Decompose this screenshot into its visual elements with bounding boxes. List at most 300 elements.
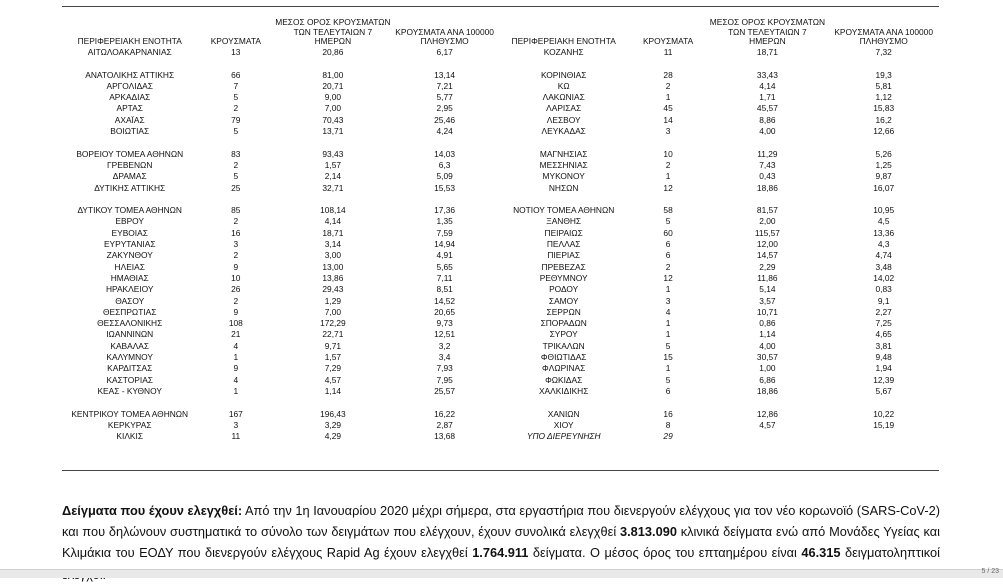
- left-per100k-cell: [392, 397, 498, 408]
- left-region-cell: ΗΛΕΙΑΣ: [114, 261, 145, 272]
- right-per100k-cell: 1,12: [875, 92, 892, 103]
- samples-lead: Δείγματα που έχουν ελεγχθεί:: [62, 502, 243, 518]
- header-avg7-line2: ΤΩΝ ΤΕΛΕΥΤΑΙΩΝ 7: [728, 26, 807, 37]
- right-avg7-cell: 4,57: [759, 419, 776, 430]
- left-region-cell: ΔΥΤΙΚΟΥ ΤΟΜΕΑ ΑΘΗΝΩΝ: [77, 205, 182, 216]
- left-cases-cell: 5: [233, 171, 239, 182]
- right-avg7-cell: 4,00: [759, 126, 776, 137]
- left-cases-cell: 25: [231, 182, 241, 193]
- left-region-cell: ΖΑΚΥΝΘΟΥ: [106, 250, 153, 261]
- table-body: [62, 47, 939, 442]
- left-cases-cell: 167: [228, 408, 243, 419]
- right-per100k-cell: 9,87: [875, 171, 892, 182]
- table-row: [62, 58, 939, 69]
- table-row: [62, 160, 939, 171]
- header-per100k-line1: ΚΡΟΥΣΜΑΤΑ ΑΝΑ 100000: [395, 26, 494, 37]
- right-cases-cell: 45: [663, 103, 673, 114]
- table-row: [62, 115, 939, 126]
- right-cases-cell: 15: [663, 352, 673, 363]
- left-per100k-cell: 7,11: [436, 272, 453, 283]
- left-cases-cell: 83: [231, 148, 241, 159]
- right-region-cell: ΛΕΣΒΟΥ: [546, 114, 581, 125]
- right-region-cell: ΚΟΖΑΝΗΣ: [543, 47, 584, 57]
- right-per100k-cell: [828, 194, 939, 205]
- left-cases-cell: 7: [233, 80, 239, 91]
- left-avg7-cell: 4,57: [324, 374, 342, 385]
- right-cases-cell: 1: [665, 363, 671, 374]
- left-cases-cell: 79: [231, 114, 241, 125]
- left-cases-cell: 3: [233, 239, 239, 250]
- table-row: [62, 409, 939, 420]
- right-cases-cell: 3: [665, 295, 671, 306]
- left-cases-cell: [197, 58, 274, 69]
- left-cases-cell: 66: [231, 69, 241, 80]
- left-avg7-cell: 13,71: [322, 126, 344, 137]
- right-cases-cell: 5: [665, 216, 671, 227]
- left-avg7-cell: 20,71: [322, 80, 344, 91]
- table-row: [62, 318, 939, 329]
- right-avg7-cell: 14,57: [756, 250, 778, 261]
- right-avg7-cell: 3,57: [759, 295, 776, 306]
- left-cases-cell: [197, 137, 274, 148]
- left-cases-cell: 9: [233, 306, 239, 317]
- table-row: [62, 239, 939, 250]
- left-per100k-cell: 12,51: [434, 329, 456, 340]
- right-per100k-cell: 19,3: [875, 69, 892, 80]
- table-row: [62, 228, 939, 239]
- right-cases-cell: 5: [665, 374, 671, 385]
- header-per100k-line2: ΠΛΗΘΥΣΜΟ: [859, 36, 908, 47]
- left-per100k-cell: 9,73: [436, 318, 453, 329]
- left-avg7-cell: 1,57: [324, 159, 342, 170]
- right-region-cell: ΧΑΛΚΙΔΙΚΗΣ: [538, 385, 589, 396]
- left-per100k-cell: 5,65: [436, 261, 453, 272]
- right-per100k-cell: [828, 137, 939, 148]
- left-region-cell: ΑΡΓΟΛΙΔΑΣ: [106, 80, 153, 91]
- left-region-cell: ΘΕΣΣΑΛΟΝΙΚΗΣ: [97, 318, 163, 329]
- left-region-cell: ΗΜΑΘΙΑΣ: [110, 272, 149, 283]
- left-per100k-cell: 3,2: [438, 340, 451, 351]
- right-region-cell: ΛΑΡΙΣΑΣ: [546, 103, 582, 114]
- right-per100k-cell: 9,1: [877, 295, 890, 306]
- left-avg7-cell: 2,14: [324, 171, 342, 182]
- right-region-cell: ΦΛΩΡΙΝΑΣ: [542, 363, 586, 374]
- right-per100k-cell: 7,25: [875, 318, 892, 329]
- right-avg7-cell: 30,57: [756, 352, 778, 363]
- left-region-cell: [62, 194, 197, 205]
- samples-text-3: δείγματα. Ο μέσος όρος του επταημέρου είναι: [528, 545, 802, 561]
- left-per100k-cell: 7,59: [436, 227, 453, 238]
- right-region-cell: ΚΟΡΙΝΘΙΑΣ: [540, 69, 587, 80]
- right-region-cell: ΦΩΚΙΔΑΣ: [545, 374, 583, 385]
- table-row: [62, 250, 939, 261]
- left-region-cell: ΘΑΣΟΥ: [115, 295, 145, 306]
- right-region-cell: ΜΥΚΟΝΟΥ: [542, 171, 585, 182]
- left-cases-cell: 108: [228, 318, 243, 329]
- table-row: [62, 262, 939, 273]
- right-region-cell: ΜΕΣΣΗΝΙΑΣ: [539, 159, 588, 170]
- left-avg7-cell: 9,71: [324, 340, 342, 351]
- left-avg7-cell: 13,86: [322, 272, 344, 283]
- left-cases-cell: 2: [233, 103, 239, 114]
- right-avg7-cell: 8,86: [759, 114, 776, 125]
- table-row: [62, 126, 939, 137]
- right-avg7-cell: 11,86: [757, 272, 778, 283]
- right-cases-cell: 6: [665, 385, 671, 396]
- clinical-samples-count: 3.813.090: [620, 524, 677, 540]
- right-cases-cell: 12: [663, 272, 673, 283]
- right-cases-cell: 1: [665, 318, 671, 329]
- right-avg7-cell: [706, 397, 828, 408]
- right-cases-cell: 3: [665, 126, 671, 137]
- table-row: [62, 103, 939, 114]
- right-region-cell: ΡΕΘΥΜΝΟΥ: [539, 272, 588, 283]
- left-avg7-cell: 3,00: [324, 250, 342, 261]
- right-cases-cell: [630, 397, 707, 408]
- page-indicator: 5 / 23: [981, 568, 999, 575]
- table-row: [62, 47, 939, 58]
- right-cases-cell: 14: [663, 114, 673, 125]
- right-cases-cell: 1: [665, 171, 671, 182]
- left-avg7-cell: 22,71: [322, 329, 344, 340]
- header-per100k-left: [392, 15, 498, 47]
- daily-average-count: 46.315: [801, 545, 841, 561]
- left-per100k-cell: 4,91: [436, 250, 453, 261]
- right-cases-cell: 12: [663, 182, 673, 193]
- left-region-cell: ΚΕΡΚΥΡΑΣ: [107, 419, 152, 430]
- left-avg7-cell: 108,14: [320, 205, 346, 216]
- left-region-cell: ΑΙΤΩΛΟΑΚΑΡΝΑΝΙΑΣ: [87, 47, 172, 57]
- table-row: [62, 171, 939, 182]
- right-avg7-cell: 7,43: [759, 159, 776, 170]
- right-per100k-cell: 4,74: [875, 250, 892, 261]
- left-per100k-cell: 7,21: [436, 80, 453, 91]
- table-row: [62, 149, 939, 160]
- table-header-row: [62, 15, 939, 47]
- left-avg7-cell: 4,14: [324, 216, 342, 227]
- left-avg7-cell: 70,43: [322, 114, 344, 125]
- right-cases-cell: 29: [663, 431, 673, 442]
- header-avg7-right: [706, 15, 828, 47]
- left-region-cell: ΔΡΑΜΑΣ: [112, 171, 147, 182]
- table-row: [62, 397, 939, 408]
- left-cases-cell: 1: [233, 385, 239, 396]
- right-cases-cell: 2: [665, 80, 671, 91]
- left-region-cell: ΕΥΒΟΙΑΣ: [111, 227, 148, 238]
- right-per100k-cell: 1,25: [875, 159, 892, 170]
- left-cases-cell: [197, 397, 274, 408]
- right-cases-cell: 2: [665, 261, 671, 272]
- left-cases-cell: 4: [233, 340, 239, 351]
- left-avg7-cell: 93,43: [322, 148, 344, 159]
- right-per100k-cell: 9,48: [875, 352, 892, 363]
- header-cases-left: ΚΡΟΥΣΜΑΤΑ: [210, 36, 261, 47]
- left-cases-cell: 5: [233, 92, 239, 103]
- left-per100k-cell: 4,24: [436, 126, 453, 137]
- left-per100k-cell: 8,51: [436, 284, 453, 295]
- samples-text-4: δειγματοληπτικοί: [844, 545, 940, 561]
- table-row: [62, 341, 939, 352]
- left-region-cell: ΑΝΑΤΟΛΙΚΗΣ ΑΤΤΙΚΗΣ: [85, 69, 175, 80]
- right-region-cell: ΤΡΙΚΑΛΩΝ: [542, 340, 585, 351]
- right-avg7-cell: [706, 194, 828, 205]
- left-avg7-cell: 7,00: [324, 103, 342, 114]
- header-region-right: ΠΕΡΙΦΕΡΕΙΑΚΗ ΕΝΟΤΗΤΑ: [511, 36, 616, 47]
- left-avg7-cell: 1,57: [324, 352, 342, 363]
- right-avg7-cell: 10,71: [756, 306, 778, 317]
- right-per100k-cell: 15,83: [873, 103, 895, 114]
- right-cases-cell: 11: [663, 47, 673, 57]
- left-cases-cell: 85: [231, 205, 241, 216]
- left-per100k-cell: 3,4: [438, 352, 451, 363]
- header-avg7-line1: ΜΕΣΟΣ ΟΡΟΣ ΚΡΟΥΣΜΑΤΩΝ: [709, 17, 826, 28]
- header-avg7-line3: ΗΜΕΡΩΝ: [749, 36, 786, 47]
- right-per100k-cell: 1,94: [875, 363, 892, 374]
- right-per100k-cell: 16,07: [873, 182, 895, 193]
- left-cases-cell: 26: [231, 284, 241, 295]
- right-region-cell: [498, 58, 630, 69]
- left-cases-cell: 2: [233, 216, 239, 227]
- left-per100k-cell: [392, 194, 498, 205]
- left-cases-cell: 9: [233, 363, 239, 374]
- right-cases-cell: 8: [665, 419, 671, 430]
- right-cases-cell: 4: [665, 306, 671, 317]
- right-cases-cell: [630, 58, 707, 69]
- left-cases-cell: 5: [233, 126, 239, 137]
- samples-text-1: Από την 1η Ιανουαρίου 2020 μέχρι σήμερα, στα εργαστήρια που διενεργούν ελέγχους για τον νέο κορωνοϊό (SARS-CoV-2) και που δηλώνουν συστηματικά το σύνολο των δειγμάτων που ελέγχουν, έχουν συνολικά ελεγχθεί: [62, 502, 940, 540]
- samples-text-2: κλινικά δείγματα ενώ από Μονάδες Υγείας και Κλιμάκια του ΕΟΔΥ που διενεργούν ελέγχους Rapid Ag έχουν ελεγχθεί: [62, 524, 940, 561]
- header-avg7-left: [274, 15, 391, 47]
- right-avg7-cell: [706, 137, 828, 148]
- right-avg7-cell: 4,00: [759, 340, 776, 351]
- left-per100k-cell: 14,94: [434, 239, 456, 250]
- right-cases-cell: 60: [663, 227, 673, 238]
- left-per100k-cell: 15,53: [434, 182, 456, 193]
- table-row: [62, 137, 939, 148]
- right-region-cell: ΜΑΓΝΗΣΙΑΣ: [539, 148, 588, 159]
- left-per100k-cell: 2,95: [436, 103, 453, 114]
- right-avg7-cell: 12,00: [756, 239, 778, 250]
- right-avg7-cell: 18,86: [756, 385, 778, 396]
- rapid-samples-count: 1.764.911: [472, 545, 529, 561]
- right-region-cell: ΧΑΝΙΩΝ: [547, 408, 580, 419]
- right-region-cell: ΝΗΣΩΝ: [548, 182, 579, 193]
- table-row: [62, 70, 939, 81]
- left-per100k-cell: 2,87: [436, 419, 453, 430]
- right-per100k-cell: 0,83: [875, 284, 892, 295]
- table-row: [62, 363, 939, 374]
- right-per100k-cell: 2,27: [875, 306, 892, 317]
- right-per100k-cell: 4,5: [877, 216, 890, 227]
- right-cases-cell: 2: [665, 159, 671, 170]
- left-per100k-cell: [392, 137, 498, 148]
- left-region-cell: ΔΥΤΙΚΗΣ ΑΤΤΙΚΗΣ: [94, 182, 166, 193]
- left-region-cell: ΑΡΤΑΣ: [116, 103, 143, 114]
- right-per100k-cell: 14,02: [873, 272, 895, 283]
- left-cases-cell: [197, 194, 274, 205]
- table-row: [62, 81, 939, 92]
- right-per100k-cell: 10,22: [873, 408, 895, 419]
- right-avg7-cell: 0,43: [759, 171, 776, 182]
- left-cases-cell: 21: [231, 329, 241, 340]
- left-per100k-cell: 25,46: [434, 114, 456, 125]
- left-region-cell: ΙΩΑΝΝΙΝΩΝ: [106, 329, 154, 340]
- right-per100k-cell: 5,26: [875, 148, 892, 159]
- left-per100k-cell: 7,93: [436, 363, 453, 374]
- right-per100k-cell: 13,36: [873, 227, 895, 238]
- left-per100k-cell: 20,65: [434, 306, 456, 317]
- right-region-cell: ΧΙΟΥ: [553, 419, 574, 430]
- left-per100k-cell: 5,09: [436, 171, 453, 182]
- right-per100k-cell: 3,81: [875, 340, 892, 351]
- right-region-cell: ΣΥΡΟΥ: [549, 329, 578, 340]
- right-per100k-cell: 5,81: [875, 80, 892, 91]
- left-region-cell: ΕΥΡΥΤΑΝΙΑΣ: [103, 239, 156, 250]
- left-per100k-cell: 14,03: [434, 148, 456, 159]
- left-per100k-cell: 1,35: [436, 216, 453, 227]
- left-region-cell: ΚΙΛΚΙΣ: [116, 431, 144, 442]
- table-row: [62, 194, 939, 205]
- table-row: [62, 284, 939, 295]
- left-avg7-cell: 32,71: [322, 182, 344, 193]
- right-region-cell: ΞΑΝΘΗΣ: [546, 216, 582, 227]
- left-region-cell: ΚΕΝΤΡΙΚΟΥ ΤΟΜΕΑ ΑΘΗΝΩΝ: [71, 408, 189, 419]
- right-cases-cell: 6: [665, 239, 671, 250]
- right-avg7-cell: 1,71: [759, 92, 776, 103]
- header-per100k-right: [828, 15, 939, 47]
- right-cases-cell: 6: [665, 250, 671, 261]
- left-cases-cell: 2: [233, 295, 239, 306]
- right-cases-cell: 28: [663, 69, 673, 80]
- left-avg7-cell: 81,00: [322, 69, 344, 80]
- right-avg7-cell: 1,14: [759, 329, 776, 340]
- right-region-cell: ΠΡΕΒΕΖΑΣ: [541, 261, 586, 272]
- right-avg7-cell: 12,86: [756, 408, 778, 419]
- right-cases-cell: 1: [665, 329, 671, 340]
- left-per100k-cell: 25,57: [434, 385, 456, 396]
- right-per100k-cell: 15,19: [873, 419, 895, 430]
- table-row: [62, 352, 939, 363]
- left-cases-cell: 10: [231, 272, 241, 283]
- left-per100k-cell: [392, 58, 498, 69]
- header-per100k-line1: ΚΡΟΥΣΜΑΤΑ ΑΝΑ 100000: [834, 26, 933, 37]
- header-avg7-line1: ΜΕΣΟΣ ΟΡΟΣ ΚΡΟΥΣΜΑΤΩΝ: [275, 17, 391, 28]
- right-per100k-cell: 4,65: [875, 329, 892, 340]
- table-row: [62, 205, 939, 216]
- left-per100k-cell: 6,17: [436, 47, 453, 57]
- header-avg7-line2: ΤΩΝ ΤΕΛΕΥΤΑΙΩΝ 7: [293, 26, 373, 37]
- table-bottom-rule: [62, 470, 939, 471]
- table-row: [62, 273, 939, 284]
- table-row: [62, 431, 939, 442]
- left-avg7-cell: 29,43: [322, 284, 344, 295]
- left-avg7-cell: 1,29: [324, 295, 342, 306]
- right-region-cell: [498, 397, 630, 408]
- right-avg7-cell: 11,29: [757, 148, 778, 159]
- right-avg7-cell: 115,57: [754, 227, 780, 238]
- table-row: [62, 296, 939, 307]
- right-region-cell: ΠΕΙΡΑΙΩΣ: [544, 227, 583, 238]
- left-region-cell: ΒΟΙΩΤΙΑΣ: [110, 126, 150, 137]
- right-avg7-cell: 18,71: [756, 47, 778, 57]
- right-avg7-cell: 1,00: [759, 363, 776, 374]
- left-region-cell: ΑΡΚΑΔΙΑΣ: [109, 92, 151, 103]
- right-avg7-cell: 33,43: [756, 69, 778, 80]
- right-per100k-cell: [828, 431, 939, 442]
- left-cases-cell: 9: [233, 261, 239, 272]
- right-per100k-cell: 3,48: [875, 261, 892, 272]
- left-region-cell: ΚΑΒΑΛΑΣ: [110, 340, 150, 351]
- right-region-cell: ΚΩ: [557, 80, 570, 91]
- right-region-cell: ΣΠΟΡΑΔΩΝ: [540, 318, 587, 329]
- left-per100k-cell: 14,52: [434, 295, 456, 306]
- left-avg7-cell: 7,00: [324, 306, 342, 317]
- left-per100k-cell: 7,95: [436, 374, 453, 385]
- left-avg7-cell: 3,14: [324, 239, 342, 250]
- table-row: [62, 386, 939, 397]
- regional-cases-table: [62, 15, 939, 442]
- left-region-cell: ΓΡΕΒΕΝΩΝ: [107, 159, 153, 170]
- right-region-cell: [498, 137, 630, 148]
- right-region-cell: ΛΑΚΩΝΙΑΣ: [542, 92, 585, 103]
- table-row: [62, 375, 939, 386]
- right-cases-cell: 5: [665, 340, 671, 351]
- right-cases-cell: 10: [663, 148, 673, 159]
- left-avg7-cell: 13,00: [322, 261, 344, 272]
- left-cases-cell: 4: [233, 374, 239, 385]
- right-per100k-cell: 10,95: [873, 205, 895, 216]
- right-cases-cell: 1: [665, 92, 671, 103]
- left-cases-cell: 2: [233, 250, 239, 261]
- right-cases-cell: [630, 194, 707, 205]
- right-avg7-cell: [706, 58, 828, 69]
- left-cases-cell: 13: [231, 47, 241, 57]
- table-top-rule: [62, 6, 939, 7]
- left-region-cell: [62, 137, 197, 148]
- right-avg7-cell: 2,29: [759, 261, 776, 272]
- right-region-cell: ΥΠΟ ΔΙΕΡΕΥΝΗΣΗ: [526, 431, 601, 442]
- left-per100k-cell: 16,22: [434, 408, 456, 419]
- right-region-cell: ΡΟΔΟΥ: [549, 284, 579, 295]
- left-per100k-cell: 17,36: [434, 205, 456, 216]
- right-cases-cell: 1: [665, 284, 671, 295]
- left-region-cell: ΚΑΣΤΟΡΙΑΣ: [106, 374, 153, 385]
- right-region-cell: ΠΙΕΡΙΑΣ: [547, 250, 580, 261]
- left-avg7-cell: [274, 194, 391, 205]
- right-per100k-cell: 16,2: [875, 114, 892, 125]
- left-region-cell: ΑΧΑΪΑΣ: [114, 114, 145, 125]
- table-row: [62, 216, 939, 227]
- right-cases-cell: 58: [663, 205, 673, 216]
- header-region-left: ΠΕΡΙΦΕΡΕΙΑΚΗ ΕΝΟΤΗΤΑ: [77, 36, 182, 47]
- right-avg7-cell: [706, 431, 828, 442]
- right-per100k-cell: 4,3: [877, 239, 890, 250]
- right-cases-cell: 16: [663, 408, 673, 419]
- right-per100k-cell: 12,39: [873, 374, 895, 385]
- right-avg7-cell: 81,57: [756, 205, 778, 216]
- right-avg7-cell: 18,86: [756, 182, 778, 193]
- table-row: [62, 183, 939, 194]
- right-avg7-cell: 4,14: [759, 80, 776, 91]
- left-avg7-cell: [274, 397, 391, 408]
- right-avg7-cell: 5,14: [759, 284, 776, 295]
- left-cases-cell: 3: [233, 419, 239, 430]
- right-avg7-cell: 45,57: [756, 103, 778, 114]
- left-avg7-cell: 196,43: [320, 408, 346, 419]
- header-cases-right: ΚΡΟΥΣΜΑΤΑ: [642, 36, 694, 47]
- left-avg7-cell: 172,29: [320, 318, 346, 329]
- left-avg7-cell: 18,71: [322, 227, 344, 238]
